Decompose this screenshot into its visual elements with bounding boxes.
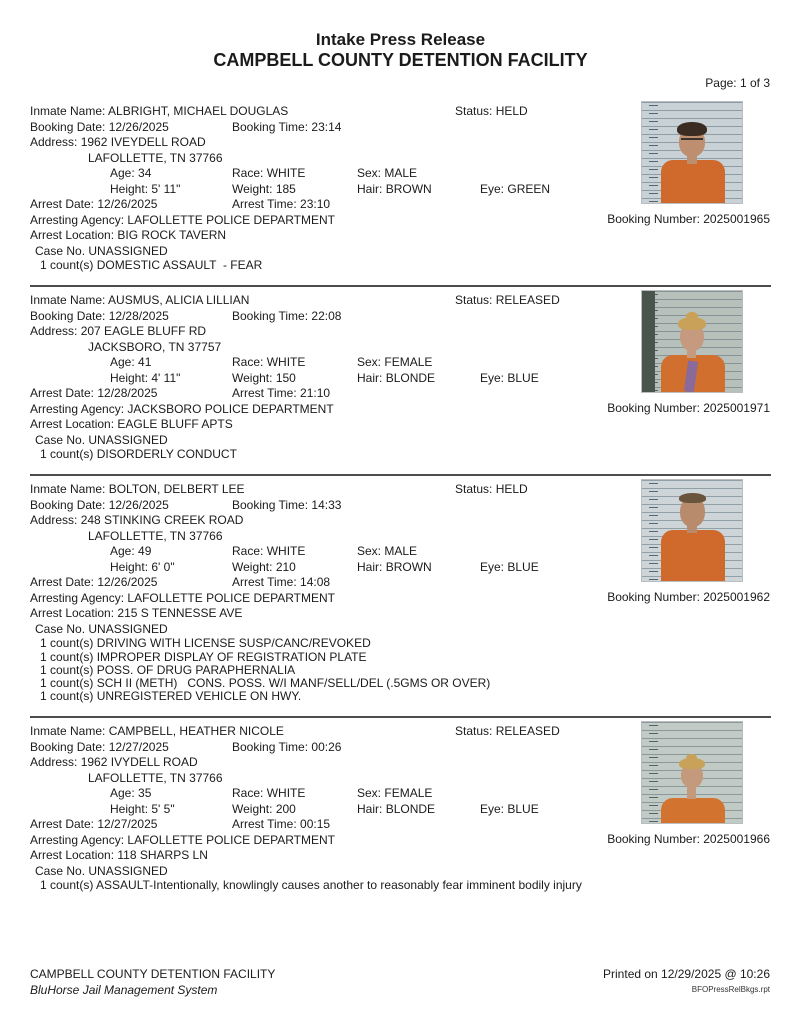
arresting-agency-label: Arresting Agency: [30, 212, 125, 227]
booking-time-value: 22:08 [311, 308, 342, 323]
hair-field [357, 371, 435, 387]
height-value: 5' 11" [151, 181, 181, 196]
race-label: Race: [232, 166, 264, 180]
address-label: Address: [30, 513, 78, 528]
address-line1-value: 1962 IVYDELL ROAD [80, 755, 198, 770]
age-label: Age: [110, 166, 135, 180]
sex-value: MALE [384, 166, 418, 180]
age-field [110, 166, 151, 182]
footer-right [603, 966, 770, 998]
arrest-time-label: Arrest Time: [232, 575, 297, 590]
sex-value: FEMALE [384, 355, 433, 370]
race-value: WHITE [266, 355, 306, 370]
arrest-date-field [30, 386, 157, 402]
arrest-date-value: 12/26/2025 [97, 575, 158, 590]
charge-line: 1 count(s) ASSAULT-Intentionally, knowlingly causes another to reasonably fear imminent bodily injury [40, 878, 582, 893]
hair-value: BROWN [385, 559, 432, 574]
height-chart-ticks [649, 483, 658, 581]
booking-time-field [232, 740, 341, 756]
booking-date-field [30, 740, 169, 756]
age-value: 41 [138, 355, 152, 370]
arrest-time-value: 00:15 [300, 817, 331, 832]
sex-field [357, 166, 417, 182]
booking-number-value: 2025001962 [703, 590, 770, 605]
case-row [0, 864, 801, 880]
status-field [455, 104, 528, 120]
report-header [0, 0, 801, 91]
inmate-name-label: Inmate Name: [30, 104, 106, 118]
arrest-time-value: 23:10 [300, 197, 331, 211]
arrest-location-value: EAGLE BLUFF APTS [117, 417, 233, 432]
charge-line: 1 count(s) SCH II (METH) CONS. POSS. W/I MANF/SELL/DEL (.5GMS OR OVER) [40, 675, 491, 690]
arrest-time-field [232, 386, 330, 402]
eye-field [480, 802, 539, 818]
arresting-agency-field [30, 213, 335, 229]
case-row [0, 622, 801, 638]
arrest-location-value: 215 S TENNESSE AVE [117, 606, 243, 621]
eye-label: Eye: [480, 559, 505, 574]
eye-label: Eye: [480, 801, 505, 816]
charge-line: 1 count(s) POSS. OF DRUG PARAPHERNALIA [40, 662, 296, 677]
inmate-record [0, 718, 801, 905]
booking-date-label: Booking Date: [30, 497, 106, 512]
sex-value: MALE [384, 544, 418, 559]
booking-number-field [607, 832, 770, 848]
status-label: Status: [455, 104, 493, 118]
weight-label: Weight: [232, 181, 273, 196]
arrest-date-field [30, 197, 157, 213]
booking-number-label: Booking Number: [607, 212, 700, 226]
booking-time-label: Booking Time: [232, 497, 309, 512]
arresting-agency-label: Arresting Agency: [30, 590, 125, 605]
location-row [0, 417, 801, 433]
booking-date-field [30, 498, 169, 514]
eye-value: BLUE [507, 801, 539, 816]
eye-value: BLUE [507, 370, 539, 385]
arrest-location-value: 118 SHARPS LN [117, 848, 208, 863]
booking-number-field [607, 590, 770, 606]
weight-field [232, 182, 296, 198]
hair-field [357, 182, 432, 198]
arrest-location-field [30, 848, 208, 864]
inmate-name-label: Inmate Name: [30, 482, 106, 497]
case-no-value: UNASSIGNED [88, 243, 168, 258]
height-field [110, 560, 175, 576]
sex-label: Sex: [357, 166, 382, 180]
status-value: HELD [495, 104, 528, 118]
eye-field [480, 371, 539, 387]
arresting-agency-value: JACKSBORO POLICE DEPARTMENT [127, 401, 334, 416]
booking-date-value: 12/26/2025 [108, 119, 169, 134]
arrest-time-value: 21:10 [300, 386, 331, 401]
inmate-name-value: CAMPBELL, HEATHER NICOLE [108, 724, 284, 739]
eye-field [480, 182, 550, 198]
mugshot-photo [642, 102, 742, 203]
booking-date-field [30, 309, 169, 325]
booking-number-label: Booking Number: [607, 590, 700, 605]
records-list [0, 98, 801, 906]
inmate-torso [661, 798, 725, 823]
page-indicator: Page: 1 of 3 [705, 76, 770, 90]
booking-number-value: 2025001965 [703, 212, 770, 226]
arrest-time-label: Arrest Time: [232, 386, 297, 401]
arresting-agency-field [30, 833, 335, 849]
address-line2-value: JACKSBORO, TN 37757 [88, 339, 222, 354]
race-value: WHITE [266, 786, 306, 801]
arrest-time-label: Arrest Time: [232, 817, 297, 832]
arresting-agency-value: LAFOLLETTE POLICE DEPARTMENT [127, 832, 336, 847]
booking-number-label: Booking Number: [607, 401, 700, 416]
booking-time-field [232, 120, 341, 136]
charges-list [0, 879, 801, 892]
race-label: Race: [232, 786, 264, 801]
location-row [0, 848, 801, 864]
weight-label: Weight: [232, 370, 273, 385]
booking-number-value: 2025001971 [703, 401, 770, 416]
inmate-record [0, 476, 801, 716]
weight-field [232, 560, 296, 576]
height-chart-ticks [649, 725, 658, 823]
arrest-date-value: 12/28/2025 [97, 386, 158, 401]
address-line1-value: 248 STINKING CREEK ROAD [80, 513, 244, 528]
arrest-location-value: BIG ROCK TAVERN [117, 228, 227, 242]
age-field [110, 355, 151, 371]
booking-date-field [30, 120, 169, 136]
status-value: RELEASED [495, 724, 560, 739]
arrest-date-label: Arrest Date: [30, 575, 95, 590]
height-chart-ticks [649, 105, 658, 203]
booking-time-label: Booking Time: [232, 119, 309, 134]
charge-line: 1 count(s) DISORDERLY CONDUCT [40, 447, 237, 462]
case-no-field [35, 244, 168, 260]
address-line1-value: 207 EAGLE BLUFF RD [80, 324, 207, 339]
door-strip [642, 291, 655, 392]
arrest-date-label: Arrest Date: [30, 386, 95, 401]
charge-line: 1 count(s) DRIVING WITH LICENSE SUSP/CANC/REVOKED [40, 636, 371, 651]
status-label: Status: [455, 293, 493, 308]
footer-printed: Printed on 12/29/2025 @ 10:26 [603, 967, 770, 981]
address-field [30, 135, 206, 151]
address-line2-value: LAFOLLETTE, TN 37766 [88, 528, 223, 543]
weight-value: 150 [275, 370, 296, 385]
address-label: Address: [30, 755, 78, 770]
booking-time-label: Booking Time: [232, 308, 309, 323]
charges-list [0, 637, 801, 703]
height-value: 4' 11" [151, 370, 181, 385]
hair-field [357, 802, 435, 818]
height-label: Height: [110, 801, 149, 816]
arresting-agency-field [30, 591, 335, 607]
sex-label: Sex: [357, 544, 382, 559]
race-value: WHITE [266, 544, 306, 559]
case-no-label: Case No. [35, 621, 86, 636]
hair-value: BROWN [385, 181, 432, 196]
address-label: Address: [30, 324, 78, 339]
footer-facility: CAMPBELL COUNTY DETENTION FACILITY [30, 967, 276, 981]
charges-list [0, 259, 801, 272]
hair-value: BLONDE [385, 801, 436, 816]
age-value: 49 [138, 544, 152, 559]
eye-value: BLUE [507, 559, 539, 574]
address-line2-value: LAFOLLETTE, TN 37766 [88, 770, 223, 785]
age-value: 34 [138, 166, 152, 180]
location-row [0, 228, 801, 244]
booking-time-field [232, 498, 341, 514]
arresting-agency-value: LAFOLLETTE POLICE DEPARTMENT [127, 212, 336, 227]
inmate-record [0, 287, 801, 474]
height-field [110, 182, 180, 198]
arrest-location-label: Arrest Location: [30, 848, 115, 863]
case-no-label: Case No. [35, 432, 86, 447]
booking-date-value: 12/27/2025 [108, 739, 169, 754]
inmate-name-field [30, 482, 245, 498]
inmate-name-label: Inmate Name: [30, 724, 106, 739]
case-no-field [35, 864, 168, 880]
height-field [110, 802, 175, 818]
case-no-value: UNASSIGNED [88, 863, 168, 878]
glasses-icon [681, 138, 703, 141]
booking-number-value: 2025001966 [703, 832, 770, 847]
case-no-label: Case No. [35, 243, 86, 258]
weight-value: 210 [275, 559, 296, 574]
race-field [232, 544, 305, 560]
hair-value: BLONDE [385, 370, 436, 385]
arrest-location-field [30, 606, 242, 622]
inmate-hair [677, 122, 707, 136]
weight-field [232, 802, 296, 818]
booking-date-value: 12/28/2025 [108, 308, 169, 323]
arrest-date-label: Arrest Date: [30, 817, 95, 832]
age-field [110, 786, 151, 802]
arrest-location-label: Arrest Location: [30, 606, 115, 621]
booking-number-label: Booking Number: [607, 832, 700, 847]
height-field [110, 371, 180, 387]
age-value: 35 [138, 786, 152, 801]
inmate-hair [679, 758, 705, 769]
arrest-time-label: Arrest Time: [232, 197, 297, 211]
age-label: Age: [110, 355, 135, 370]
address-line1-value: 1962 IVEYDELL ROAD [80, 135, 206, 149]
address-line2-value: LAFOLLETTE, TN 37766 [88, 150, 223, 165]
address-label: Address: [30, 135, 78, 149]
inmate-name-label: Inmate Name: [30, 293, 106, 308]
arresting-agency-value: LAFOLLETTE POLICE DEPARTMENT [127, 590, 336, 605]
weight-value: 185 [275, 181, 296, 196]
facility-title: CAMPBELL COUNTY DETENTION FACILITY [213, 50, 588, 70]
race-field [232, 355, 305, 371]
sex-field [357, 355, 432, 371]
charge-line: 1 count(s) DOMESTIC ASSAULT - FEAR [40, 258, 263, 272]
status-label: Status: [455, 482, 493, 497]
sex-field [357, 544, 417, 560]
booking-date-label: Booking Date: [30, 308, 106, 323]
weight-field [232, 371, 296, 387]
inmate-name-value: AUSMUS, ALICIA LILLIAN [108, 293, 250, 308]
mugshot-photo [642, 291, 742, 392]
footer-left [30, 966, 275, 998]
sex-label: Sex: [357, 355, 382, 370]
status-field [455, 724, 560, 740]
height-value: 6' 0" [151, 559, 175, 574]
charge-line: 1 count(s) IMPROPER DISPLAY OF REGISTRATION PLATE [40, 649, 367, 664]
address-field [30, 513, 243, 529]
mugshot-photo [642, 480, 742, 581]
eye-label: Eye: [480, 370, 505, 385]
footer-system: BluHorse Jail Management System [30, 983, 218, 997]
inmate-name-field [30, 104, 288, 120]
height-value: 5' 5" [151, 801, 175, 816]
arrest-date-label: Arrest Date: [30, 197, 95, 211]
age-label: Age: [110, 544, 135, 559]
arrest-date-value: 12/27/2025 [97, 817, 158, 832]
height-label: Height: [110, 559, 149, 574]
arrest-date-field [30, 575, 157, 591]
arresting-agency-field [30, 402, 334, 418]
arrest-date-value: 12/26/2025 [97, 197, 158, 211]
race-label: Race: [232, 355, 264, 370]
booking-time-value: 00:26 [311, 739, 342, 754]
height-label: Height: [110, 181, 149, 196]
inmate-record [0, 98, 801, 285]
booking-number-field [607, 212, 770, 228]
age-label: Age: [110, 786, 135, 801]
booking-date-label: Booking Date: [30, 739, 106, 754]
arrest-time-value: 14:08 [300, 575, 331, 590]
eye-value: GREEN [507, 181, 551, 196]
inmate-name-value: BOLTON, DELBERT LEE [108, 482, 245, 497]
booking-date-label: Booking Date: [30, 119, 106, 134]
arrest-time-field [232, 575, 330, 591]
charges-list [0, 448, 801, 461]
arrest-location-field [30, 228, 226, 244]
hair-field [357, 560, 432, 576]
eye-field [480, 560, 539, 576]
arrest-time-field [232, 197, 330, 213]
case-no-field [35, 433, 168, 449]
race-value: WHITE [266, 166, 306, 180]
case-row [0, 244, 801, 260]
booking-date-value: 12/26/2025 [108, 497, 169, 512]
weight-label: Weight: [232, 801, 273, 816]
hair-label: Hair: [357, 559, 383, 574]
race-field [232, 166, 305, 182]
address-field [30, 755, 198, 771]
status-field [455, 482, 528, 498]
case-no-field [35, 622, 168, 638]
arrest-location-label: Arrest Location: [30, 417, 115, 432]
location-row [0, 606, 801, 622]
charge-line: 1 count(s) UNREGISTERED VEHICLE ON HWY. [40, 689, 302, 704]
status-field [455, 293, 560, 309]
report-footer [30, 966, 770, 998]
hair-label: Hair: [357, 181, 383, 196]
booking-time-label: Booking Time: [232, 739, 309, 754]
hair-label: Hair: [357, 370, 383, 385]
footer-report-file: BFOPressRelBkgs.rpt [691, 985, 770, 994]
booking-number-field [607, 401, 770, 417]
mugshot-photo [642, 722, 742, 823]
status-label: Status: [455, 724, 493, 739]
arrest-location-field [30, 417, 233, 433]
arrest-time-field [232, 817, 330, 833]
inmate-name-value: ALBRIGHT, MICHAEL DOUGLAS [108, 104, 289, 118]
booking-time-field [232, 309, 341, 325]
inmate-hair [679, 493, 706, 503]
case-no-label: Case No. [35, 863, 86, 878]
arresting-agency-label: Arresting Agency: [30, 832, 125, 847]
case-row [0, 433, 801, 449]
inmate-name-field [30, 293, 249, 309]
address-field [30, 324, 206, 340]
status-value: RELEASED [495, 293, 560, 308]
case-no-value: UNASSIGNED [88, 621, 168, 636]
race-label: Race: [232, 544, 264, 559]
sex-label: Sex: [357, 786, 382, 801]
case-no-value: UNASSIGNED [88, 432, 168, 447]
report-title: Intake Press Release [315, 30, 486, 49]
status-value: HELD [495, 482, 528, 497]
sex-field [357, 786, 432, 802]
hair-label: Hair: [357, 801, 383, 816]
arrest-date-field [30, 817, 157, 833]
inmate-name-field [30, 724, 284, 740]
eye-label: Eye: [480, 181, 505, 196]
inmate-torso [661, 160, 725, 203]
arresting-agency-label: Arresting Agency: [30, 401, 125, 416]
booking-time-value: 23:14 [311, 119, 342, 134]
weight-label: Weight: [232, 559, 273, 574]
inmate-torso [661, 530, 725, 581]
height-label: Height: [110, 370, 149, 385]
booking-time-value: 14:33 [311, 497, 342, 512]
weight-value: 200 [275, 801, 296, 816]
age-field [110, 544, 151, 560]
inmate-hair [678, 317, 706, 330]
sex-value: FEMALE [384, 786, 433, 801]
race-field [232, 786, 305, 802]
arrest-location-label: Arrest Location: [30, 228, 115, 242]
